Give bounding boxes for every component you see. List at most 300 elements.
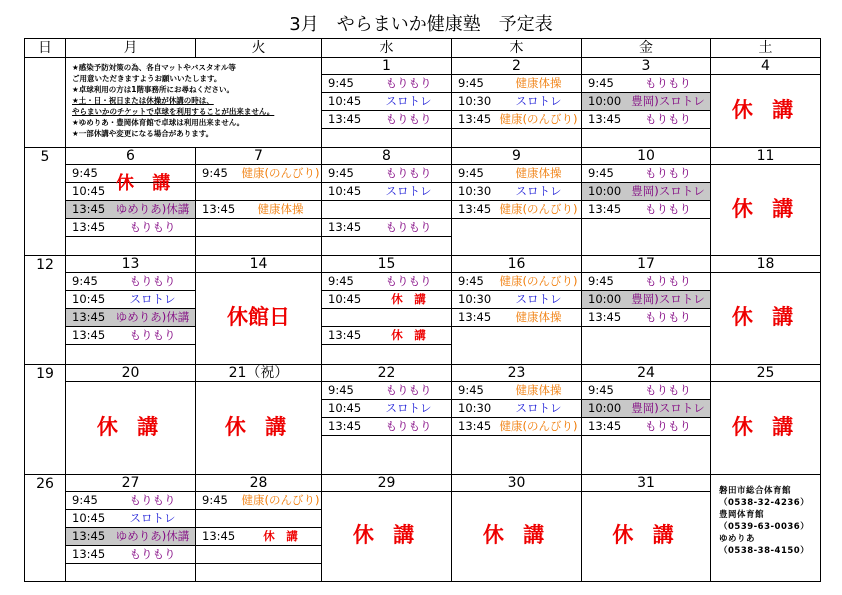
notice-line: ★ゆめりあ・豊岡体育館で卓球は利用出来ません。	[72, 118, 245, 127]
weekday-header: 木	[452, 39, 582, 58]
day-number: 5	[40, 148, 50, 165]
event-name: もりもり	[645, 273, 691, 288]
day-cell-fri	[582, 255, 711, 364]
event-time: 13:45	[588, 112, 622, 126]
day-number: 16	[452, 256, 581, 273]
event-time: 9:45	[588, 165, 614, 180]
day-number: 10	[582, 148, 710, 165]
event-name: スロトレ	[385, 183, 432, 198]
day-body	[711, 382, 820, 472]
day-cell-wed	[322, 364, 452, 474]
event-name: 健康(のんびり)	[499, 201, 578, 216]
cancelled-label: 休 講	[224, 414, 293, 439]
day-number: 11	[711, 148, 820, 165]
event-time: 9:45	[202, 165, 228, 180]
event-row	[452, 183, 581, 201]
week-row	[25, 147, 821, 255]
day-body	[322, 382, 451, 472]
day-number: 18	[711, 256, 820, 273]
event-name: 健康(のんびり)	[499, 273, 578, 288]
day-body	[322, 75, 451, 145]
event-time	[322, 201, 366, 218]
event-time: 13:45	[72, 309, 106, 324]
day-number: 1	[322, 58, 451, 75]
day-body	[66, 165, 195, 253]
event-time: 10:45	[72, 183, 106, 198]
event-time: 13:45	[202, 528, 236, 543]
event-name: もりもり	[385, 382, 432, 397]
event-row	[452, 201, 581, 219]
event-row	[582, 165, 710, 183]
day-number: 8	[322, 148, 451, 165]
event-time: 10:45	[328, 400, 362, 415]
event-row	[196, 201, 321, 219]
event-time	[196, 546, 240, 563]
day-number: 27	[66, 475, 195, 492]
event-time: 10:00	[588, 94, 622, 108]
day-body	[196, 492, 321, 579]
notice-line: ★卓球利用の方は1階事務所にお尋ねください。	[72, 85, 234, 94]
weekday-header: 土	[711, 39, 821, 58]
event-name: 健康(のんびり)	[499, 418, 578, 433]
day-number: 19	[36, 365, 54, 382]
event-time	[196, 183, 240, 200]
day-body	[452, 165, 581, 253]
event-time	[322, 309, 366, 326]
day-number: 29	[322, 475, 451, 492]
notice-line: ★感染予防対策の為、各自マットやバスタオル等	[72, 63, 236, 72]
day-body	[582, 75, 710, 145]
cancelled-label: 休 講	[731, 414, 800, 439]
event-row	[452, 400, 581, 418]
event-row	[582, 418, 710, 436]
week-row	[25, 58, 821, 148]
day-body	[196, 382, 321, 472]
day-cell-tue	[196, 474, 322, 581]
event-row	[66, 510, 195, 528]
event-time: 9:45	[458, 165, 484, 180]
weekday-header: 金	[582, 39, 711, 58]
event-time: 9:45	[458, 382, 484, 397]
event-row	[322, 201, 451, 219]
event-name: 豊岡)スロトレ	[631, 400, 705, 415]
cancelled-label: 休 講	[731, 304, 800, 329]
event-row	[322, 291, 451, 309]
event-time: 10:30	[458, 400, 492, 415]
notice-line: ご用意いただきますようお願いいたします。	[72, 74, 222, 83]
day-body	[582, 165, 710, 253]
event-time: 13:45	[588, 418, 622, 433]
event-name	[240, 219, 321, 236]
cancelled-label: 休 講	[482, 522, 551, 547]
event-time	[196, 219, 240, 236]
event-name	[240, 183, 321, 200]
event-time: 9:45	[588, 273, 614, 288]
page-title: 3月 やらまいか健康塾 予定表	[289, 14, 553, 35]
event-time: 10:30	[458, 291, 492, 306]
day-cell-thu	[452, 474, 582, 581]
day-number: 30	[452, 475, 581, 492]
event-name	[240, 546, 321, 563]
event-name: 健康体操	[515, 165, 562, 180]
day-number: 7	[196, 148, 321, 165]
event-name: 健康体操	[515, 76, 562, 90]
event-time: 10:45	[328, 291, 362, 306]
weekday-header: 水	[322, 39, 452, 58]
day-number: 26	[36, 475, 54, 492]
day-body	[711, 273, 820, 362]
day-number: 17	[582, 256, 710, 273]
day-number: 9	[452, 148, 581, 165]
day-number: 20	[66, 365, 195, 382]
week-row	[25, 364, 821, 474]
event-time: 9:45	[328, 165, 354, 180]
day-cell-tue	[196, 255, 322, 364]
event-time: 9:45	[458, 273, 484, 288]
event-row	[196, 546, 321, 564]
event-time: 10:00	[588, 400, 622, 415]
event-time: 13:45	[458, 201, 492, 216]
day-body	[66, 273, 195, 362]
sunday-cell	[25, 58, 66, 148]
weekday-header: 日	[25, 39, 66, 58]
day-body	[711, 165, 820, 253]
day-cell-mon	[66, 255, 196, 364]
sunday-cell	[25, 364, 66, 474]
event-time: 13:45	[458, 309, 492, 324]
contact-box	[711, 475, 820, 567]
event-time: 13:45	[458, 112, 492, 126]
day-body	[66, 382, 195, 472]
event-time: 9:45	[328, 382, 354, 397]
event-name: ゆめりあ)休講	[115, 309, 190, 324]
cancelled-label: 休 講	[731, 98, 800, 122]
event-name: もりもり	[385, 273, 432, 288]
week-row	[25, 255, 821, 364]
day-cell-wed	[322, 58, 452, 148]
event-name: スロトレ	[129, 291, 176, 306]
event-name: スロトレ	[385, 94, 432, 108]
event-name: もりもり	[129, 546, 176, 561]
event-row	[452, 273, 581, 291]
weekday-header: 火	[196, 39, 322, 58]
event-time: 13:45	[72, 219, 106, 234]
day-body	[322, 273, 451, 362]
day-body	[711, 75, 820, 145]
event-row	[452, 165, 581, 183]
weekday-header: 月	[66, 39, 196, 58]
contact-line: ゆめりあ	[719, 533, 756, 544]
day-body	[322, 165, 451, 253]
event-time: 13:45	[72, 201, 106, 216]
contact-line: 豊岡体育館	[719, 509, 765, 520]
event-name: もりもり	[645, 76, 691, 90]
day-cell-thu	[452, 58, 582, 148]
event-time: 10:45	[72, 510, 106, 525]
event-name: もりもり	[385, 165, 432, 180]
event-row	[322, 382, 451, 400]
event-name: スロトレ	[515, 400, 562, 415]
event-row	[196, 510, 321, 528]
event-time: 10:45	[328, 94, 362, 108]
day-number: 6	[66, 148, 195, 165]
event-time: 10:30	[458, 183, 492, 198]
event-name: もりもり	[645, 309, 691, 324]
cancelled-label: 休 講	[612, 522, 680, 547]
event-row	[452, 93, 581, 111]
event-name: もりもり	[645, 165, 691, 180]
day-cell-sat	[711, 474, 821, 581]
day-number: 15	[322, 256, 451, 273]
day-body	[196, 273, 321, 362]
event-row	[322, 219, 451, 237]
event-time: 10:30	[458, 94, 492, 108]
day-number: 3	[582, 58, 710, 75]
event-time: 13:45	[588, 309, 622, 324]
day-cell-fri	[582, 58, 711, 148]
day-cell-thu	[452, 255, 582, 364]
day-cell-thu	[452, 147, 582, 255]
event-name: もりもり	[385, 219, 432, 234]
event-name: 健康体操	[515, 382, 562, 397]
event-row	[582, 75, 710, 93]
day-cell-mon	[66, 364, 196, 474]
event-row	[66, 291, 195, 309]
event-name	[240, 510, 321, 527]
cancelled-label: 休 講	[96, 414, 165, 439]
event-name: もりもり	[645, 382, 691, 397]
weekday-header-row	[25, 39, 821, 58]
day-body	[322, 492, 451, 579]
event-row	[196, 165, 321, 183]
event-time: 9:45	[588, 382, 614, 397]
event-row	[66, 201, 195, 219]
event-name: 健康(のんびり)	[241, 165, 320, 180]
event-name: 豊岡)スロトレ	[631, 291, 705, 306]
event-row	[322, 273, 451, 291]
day-cell-tue	[196, 364, 322, 474]
event-row	[452, 418, 581, 436]
day-cell-wed	[322, 255, 452, 364]
notice-line: ★一部休講や変更になる場合があります。	[72, 129, 214, 138]
event-name: もりもり	[645, 201, 691, 216]
day-body	[452, 273, 581, 362]
day-body	[452, 382, 581, 472]
cancelled-label: 休 講	[731, 196, 800, 221]
week-row	[25, 474, 821, 581]
day-number: 14	[196, 256, 321, 273]
day-cell-mon	[66, 474, 196, 581]
event-time: 9:45	[72, 165, 98, 180]
event-name: 休 講	[263, 528, 298, 543]
event-time: 13:45	[72, 528, 106, 543]
event-name: もりもり	[129, 219, 176, 234]
event-name: 健康体操	[515, 309, 562, 324]
event-row	[452, 75, 581, 93]
event-row	[582, 273, 710, 291]
day-body	[582, 492, 710, 579]
day-body	[452, 492, 581, 579]
event-time: 13:45	[202, 201, 236, 216]
event-time: 10:45	[328, 183, 362, 198]
day-cell-fri	[582, 147, 711, 255]
event-name: もりもり	[385, 112, 432, 126]
day-body	[582, 382, 710, 472]
event-time: 9:45	[328, 76, 354, 90]
event-row	[66, 273, 195, 291]
event-time: 9:45	[202, 492, 228, 507]
event-row	[196, 219, 321, 237]
event-name: 健康体操	[257, 201, 304, 216]
event-row	[66, 309, 195, 327]
event-row	[322, 93, 451, 111]
event-name: スロトレ	[129, 510, 176, 525]
event-row	[582, 201, 710, 219]
event-name: もりもり	[129, 273, 176, 288]
event-row	[582, 183, 710, 201]
event-row	[452, 111, 581, 129]
notice-box	[66, 58, 321, 143]
event-name: 休 講	[391, 327, 426, 342]
event-name: もりもり	[645, 418, 691, 433]
event-name: 休 講	[391, 291, 426, 306]
cancelled-label: 休 講	[352, 522, 421, 547]
event-row	[66, 219, 195, 237]
event-time: 9:45	[458, 76, 484, 90]
event-name: スロトレ	[515, 291, 562, 306]
event-row	[196, 183, 321, 201]
day-cell-wed	[322, 474, 452, 581]
event-name: もりもり	[129, 327, 176, 342]
event-row	[582, 291, 710, 309]
event-row	[582, 400, 710, 418]
cancelled-label: 休 講	[116, 172, 177, 194]
day-cell-fri	[582, 364, 711, 474]
day-cell-fri	[582, 474, 711, 581]
event-row	[452, 382, 581, 400]
day-number: 28	[196, 475, 321, 492]
event-time: 13:45	[72, 327, 106, 342]
event-time: 13:45	[588, 201, 622, 216]
day-cell-sat	[711, 147, 821, 255]
event-name: もりもり	[385, 418, 432, 433]
sunday-cell	[25, 147, 66, 255]
sunday-cell	[25, 474, 66, 581]
day-number: 23	[452, 365, 581, 382]
event-name: 豊岡)スロトレ	[631, 94, 705, 108]
event-time: 9:45	[72, 492, 98, 507]
notice-line: やらまいかのチケットで卓球を利用することが出来ません。	[72, 107, 275, 116]
day-number: 4	[711, 58, 820, 75]
day-number: 31	[582, 475, 710, 492]
event-row	[582, 93, 710, 111]
event-time: 13:45	[328, 418, 362, 433]
event-time: 10:00	[588, 291, 622, 306]
day-cell-mon	[66, 147, 196, 255]
contact-line: 磐田市総合体育館	[719, 485, 792, 496]
event-row	[322, 111, 451, 129]
day-body	[66, 492, 195, 579]
day-body	[196, 165, 321, 253]
day-number: 2	[452, 58, 581, 75]
day-cell-thu	[452, 364, 582, 474]
day-number: 22	[322, 365, 451, 382]
day-cell-sat	[711, 364, 821, 474]
event-name: スロトレ	[385, 400, 432, 415]
event-row	[196, 528, 321, 546]
day-cell-tue	[196, 147, 322, 255]
event-name: 健康(のんびり)	[499, 112, 578, 126]
event-time: 10:45	[72, 291, 106, 306]
day-cell-wed	[322, 147, 452, 255]
event-row	[66, 546, 195, 564]
day-number: 24	[582, 365, 710, 382]
event-name: 豊岡)スロトレ	[631, 183, 705, 198]
event-time: 13:45	[328, 219, 362, 234]
day-number: 21（祝）	[196, 365, 321, 382]
event-row	[322, 327, 451, 345]
event-row	[66, 492, 195, 510]
calendar-table	[24, 38, 821, 582]
event-row	[582, 111, 710, 129]
event-row	[452, 309, 581, 327]
event-time: 10:00	[588, 183, 622, 198]
notice-line: ★土・日・祝日または休操が休講の時は、	[72, 96, 214, 105]
day-number: 25	[711, 365, 820, 382]
event-row	[196, 492, 321, 510]
event-name: 健康(のんびり)	[241, 492, 320, 507]
event-row	[322, 183, 451, 201]
day-body	[582, 273, 710, 362]
day-cell-sat	[711, 58, 821, 148]
event-name: もりもり	[645, 112, 691, 126]
event-name: スロトレ	[515, 94, 562, 108]
event-row	[322, 400, 451, 418]
event-time	[196, 510, 240, 527]
event-time: 9:45	[588, 76, 614, 90]
contact-line: （0538-32-4236）	[719, 497, 810, 508]
event-time: 13:45	[72, 546, 106, 561]
event-time: 9:45	[72, 273, 98, 288]
event-row	[66, 528, 195, 546]
contact-line: （0538-38-4150）	[719, 545, 810, 556]
event-name: もりもり	[385, 76, 432, 90]
event-name	[366, 201, 451, 218]
day-cell-sat	[711, 255, 821, 364]
closed-label: 休館日	[227, 304, 290, 329]
event-time: 13:45	[328, 112, 362, 126]
event-row	[582, 309, 710, 327]
notice-cell	[66, 58, 322, 148]
event-time: 13:45	[328, 327, 362, 342]
event-name	[366, 309, 451, 326]
event-row	[322, 75, 451, 93]
event-name: ゆめりあ)休講	[115, 201, 190, 216]
event-row	[66, 327, 195, 345]
event-name: スロトレ	[515, 183, 562, 198]
event-row	[322, 309, 451, 327]
day-body	[452, 75, 581, 145]
event-row	[322, 165, 451, 183]
event-time: 13:45	[458, 418, 492, 433]
event-row	[582, 382, 710, 400]
event-name: もりもり	[129, 492, 176, 507]
contact-line: （0539-63-0036）	[719, 521, 810, 532]
sunday-cell	[25, 255, 66, 364]
day-number: 12	[36, 256, 54, 273]
event-time: 9:45	[328, 273, 354, 288]
event-row	[322, 418, 451, 436]
